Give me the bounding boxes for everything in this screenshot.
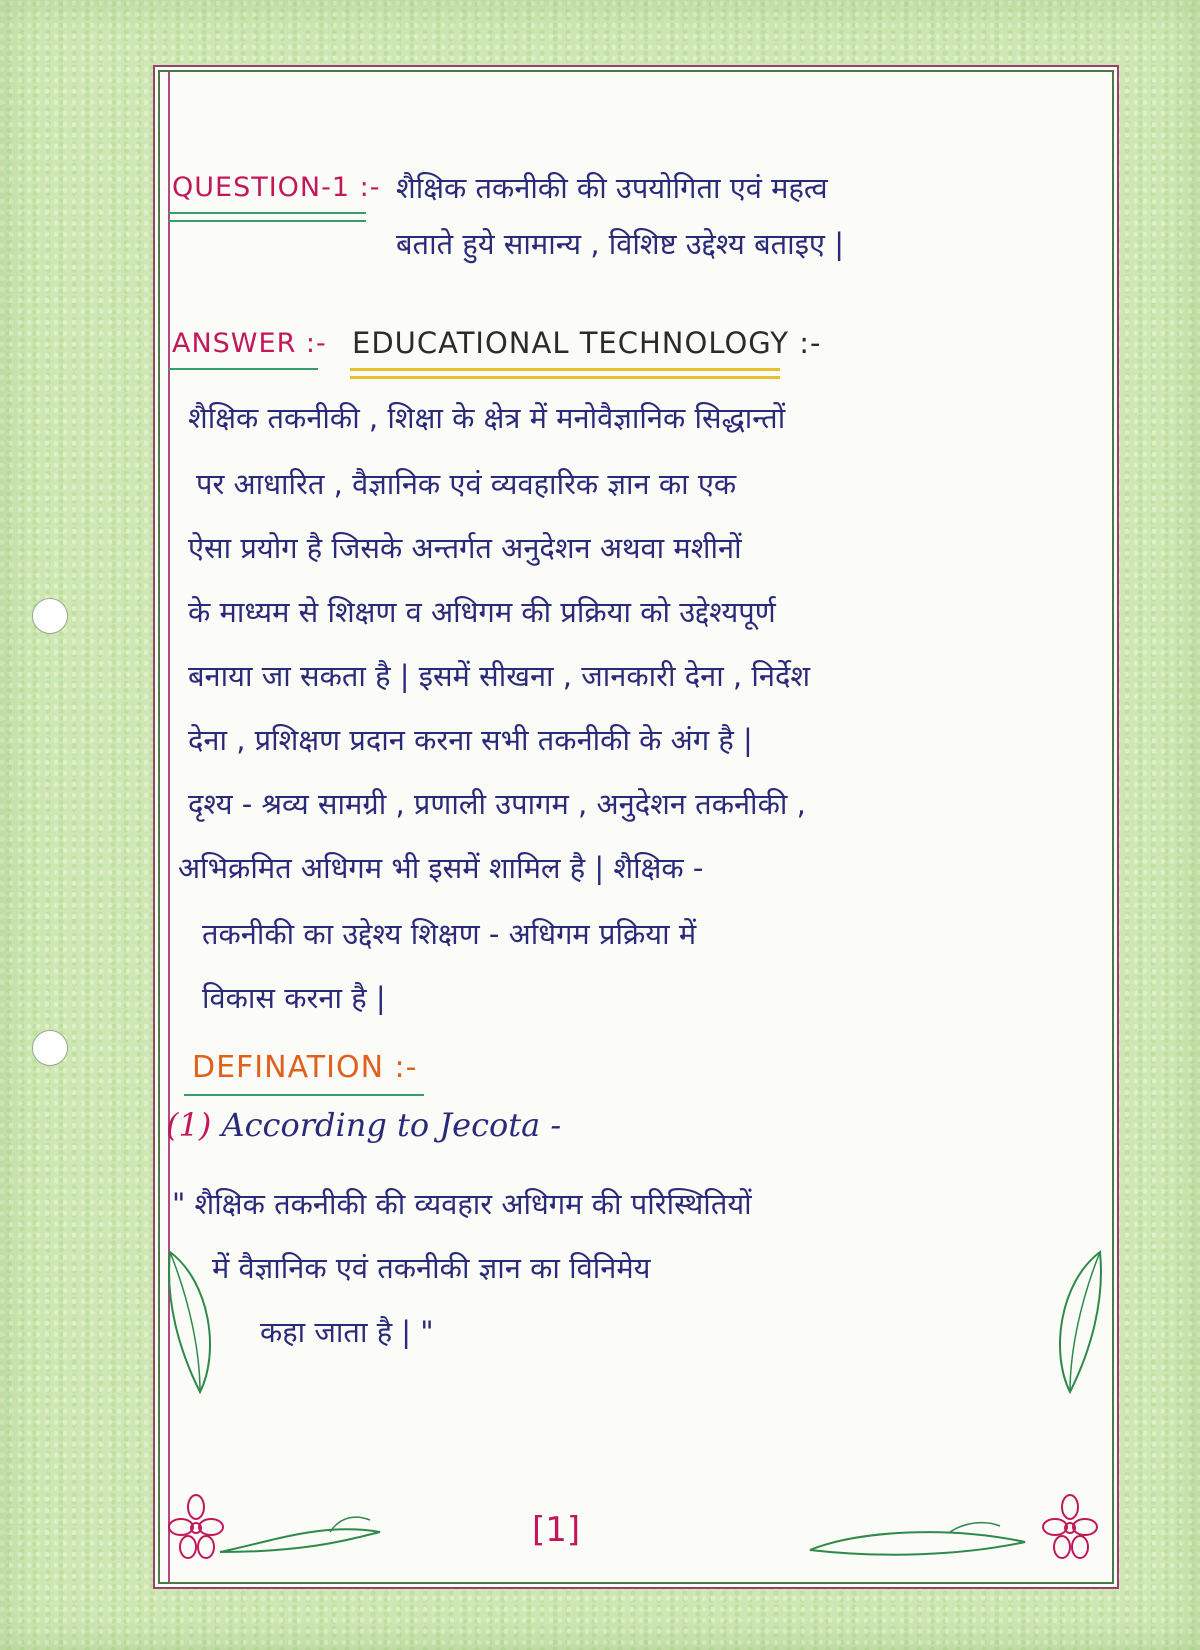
according-text: According to Jecota - <box>221 1106 562 1144</box>
paragraph-line: दृश्य - श्रव्य सामग्री , प्रणाली उपागम , अनुदेशन तकनीकी , <box>188 787 806 821</box>
answer-title: EDUCATIONAL TECHNOLOGY :- <box>352 326 822 360</box>
vine-icon <box>800 1512 1030 1562</box>
vine-icon <box>220 1512 390 1562</box>
answer-label: ANSWER :- <box>172 328 327 359</box>
quote-line: में वैज्ञानिक एवं तकनीकी ज्ञान का विनिमेय <box>212 1251 651 1285</box>
bordered-page <box>158 70 1114 1584</box>
paragraph-line: ऐसा प्रयोग है जिसके अन्तर्गत अनुदेशन अथवा मशीनों <box>188 531 742 565</box>
question-line-2: बताते हुये सामान्य , विशिष्ट उद्देश्य बताइए | <box>396 227 844 261</box>
flower-icon <box>1040 1492 1100 1562</box>
paragraph-line: बनाया जा सकता है | इसमें सीखना , जानकारी देना , निर्देश <box>188 659 811 693</box>
question-underline-2 <box>168 220 366 222</box>
leaf-icon <box>160 1242 240 1402</box>
flower-icon <box>166 1492 226 1562</box>
quote-line: कहा जाता है | " <box>260 1315 434 1349</box>
paragraph-line: अभिक्रमित अधिगम भी इसमें शामिल है | शैक्षिक - <box>178 851 704 885</box>
definition-underline <box>184 1094 424 1096</box>
answer-underline <box>168 368 318 370</box>
question-underline <box>168 212 366 214</box>
quote-line: " शैक्षिक तकनीकी की व्यवहार अधिगम की परिस्थितियों <box>172 1187 752 1221</box>
punch-hole-bottom <box>32 1030 68 1066</box>
question-line-1: शैक्षिक तकनीकी की उपयोगिता एवं महत्व <box>396 171 828 205</box>
paragraph-line: देना , प्रशिक्षण प्रदान करना सभी तकनीकी के अंग है | <box>188 723 753 757</box>
title-underline-2 <box>350 376 780 379</box>
paragraph-line: तकनीकी का उद्देश्य शिक्षण - अधिगम प्रक्रिया में <box>202 917 697 951</box>
punch-hole-top <box>32 598 68 634</box>
paragraph-line: विकास करना है | <box>202 981 386 1015</box>
paragraph-line: शैक्षिक तकनीकी , शिक्षा के क्षेत्र में मनोवैज्ञानिक सिद्धान्तों <box>188 401 786 435</box>
page-number: [1] <box>532 1510 581 1550</box>
paragraph-line: पर आधारित , वैज्ञानिक एवं व्यवहारिक ज्ञान का एक <box>196 467 737 501</box>
leaf-icon <box>1030 1242 1110 1402</box>
definition-number: (1) <box>166 1106 212 1144</box>
definition-label: DEFINATION :- <box>192 1050 418 1085</box>
title-underline <box>350 368 780 371</box>
question-label: QUESTION-1 :- <box>172 172 381 203</box>
according-line <box>166 1106 561 1144</box>
paragraph-line: के माध्यम से शिक्षण व अधिगम की प्रक्रिया को उद्देश्यपूर्ण <box>188 595 776 629</box>
